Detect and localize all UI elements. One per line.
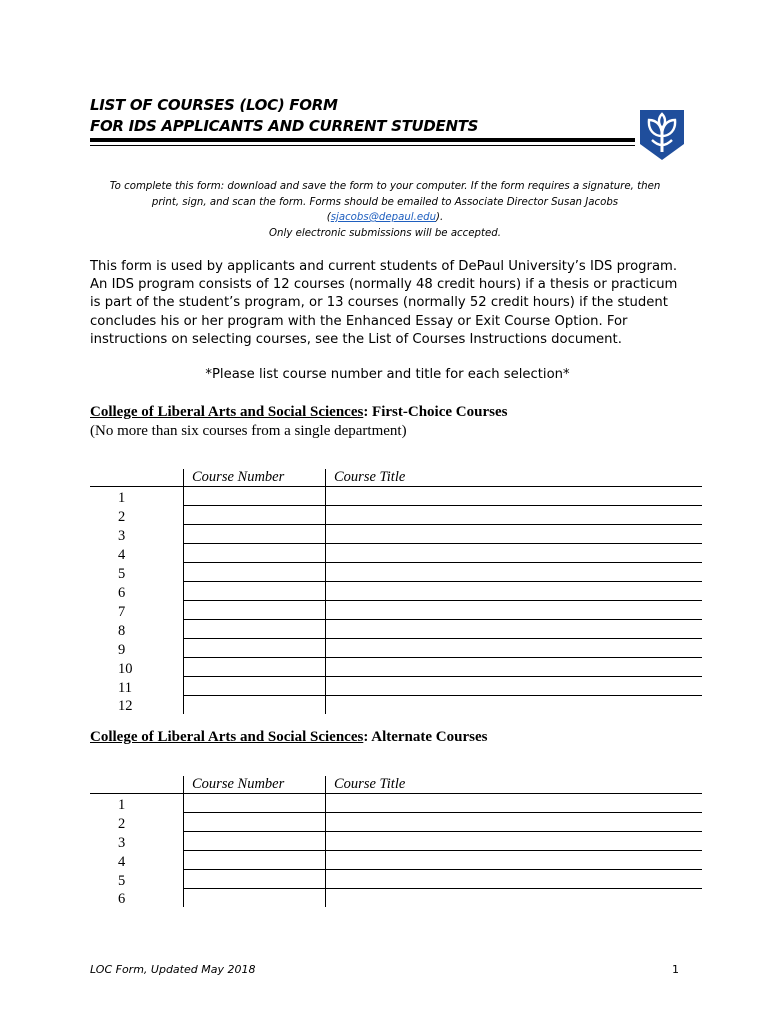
table-row — [90, 582, 702, 601]
table-row — [90, 620, 702, 639]
row-number: 4 — [118, 546, 126, 563]
table-row — [90, 658, 702, 677]
course-title-cell[interactable] — [326, 813, 703, 832]
course-number-cell[interactable] — [184, 525, 326, 544]
instructions-line-4: Only electronic submissions will be accepted. — [269, 227, 501, 239]
alternate-table — [90, 776, 702, 907]
course-number-cell[interactable] — [184, 487, 326, 506]
table-row — [90, 601, 702, 620]
row-number: 2 — [118, 508, 126, 525]
row-number: 4 — [118, 853, 126, 870]
course-title-cell[interactable] — [326, 889, 703, 908]
course-number-cell[interactable] — [184, 851, 326, 870]
instructions-line-1: To complete this form: download and save the form to your computer. If the form requires a signature, then — [109, 181, 661, 192]
row-number: 7 — [118, 603, 126, 620]
instructions-email-line — [95, 210, 675, 226]
submission-instructions — [95, 179, 675, 241]
table-row — [90, 696, 702, 715]
course-title-cell[interactable] — [326, 658, 703, 677]
course-number-cell[interactable] — [184, 506, 326, 525]
course-number-cell[interactable] — [184, 601, 326, 620]
table-row — [90, 889, 702, 908]
table-row — [90, 813, 702, 832]
course-title-cell[interactable] — [326, 851, 703, 870]
first-choice-college: College of Liberal Arts and Social Sciences — [90, 404, 364, 420]
table-row — [90, 639, 702, 658]
course-title-cell[interactable] — [326, 544, 703, 563]
row-number: 12 — [118, 698, 133, 714]
course-number-cell[interactable] — [184, 582, 326, 601]
course-number-cell[interactable] — [184, 889, 326, 908]
course-number-cell[interactable] — [184, 832, 326, 851]
course-number-header: Course Number — [184, 776, 326, 794]
course-number-cell[interactable] — [184, 813, 326, 832]
alternate-heading-rest: : Alternate Courses — [363, 729, 488, 745]
course-number-cell[interactable] — [184, 870, 326, 889]
table-row — [90, 563, 702, 582]
depaul-leaf-shield-icon — [638, 108, 686, 162]
row-number: 5 — [118, 565, 126, 582]
table-row — [90, 544, 702, 563]
course-title-cell[interactable] — [326, 870, 703, 889]
instructions-line-2: print, sign, and scan the form. Forms should be emailed to Associate Director Susan Jacobs — [151, 196, 619, 208]
table-row — [90, 677, 702, 696]
course-number-cell[interactable] — [184, 639, 326, 658]
course-title-cell[interactable] — [326, 487, 703, 506]
table-row — [90, 851, 702, 870]
row-number: 2 — [118, 815, 126, 832]
course-title-cell[interactable] — [326, 506, 703, 525]
row-number: 8 — [118, 622, 126, 639]
email-open-paren: ( — [326, 212, 331, 223]
page-number: 1 — [672, 963, 679, 976]
alternate-heading — [90, 728, 487, 747]
row-number-header — [90, 469, 184, 487]
table-row — [90, 794, 702, 813]
first-choice-table — [90, 469, 702, 714]
table-row — [90, 870, 702, 889]
course-title-cell[interactable] — [326, 525, 703, 544]
email-close-paren: ). — [436, 212, 444, 223]
email-link[interactable]: sjacobs@depaul.edu — [330, 212, 437, 223]
intro-paragraph: This form is used by applicants and current students of DePaul University’s IDS program. An IDS program consists of 12 courses (normally 48 credit hours) if a thesis or practicum is part of the student’s program, or 13 courses (normally 52 credit hours) if the student concludes his or her program with the Enhanced Essay or Exit Course Option. For instructions on selecting courses, see the List of Courses Instructions document. — [90, 259, 678, 347]
header-divider-thin — [90, 145, 635, 146]
table-header-row — [90, 469, 702, 487]
course-number-cell[interactable] — [184, 677, 326, 696]
course-number-cell[interactable] — [184, 794, 326, 813]
page-title — [90, 95, 478, 137]
table-row — [90, 525, 702, 544]
course-title-cell[interactable] — [326, 696, 703, 715]
course-number-cell[interactable] — [184, 620, 326, 639]
row-number: 6 — [118, 891, 126, 907]
course-title-cell[interactable] — [326, 832, 703, 851]
row-number-header — [90, 776, 184, 794]
course-title-cell[interactable] — [326, 794, 703, 813]
course-title-cell[interactable] — [326, 639, 703, 658]
first-choice-heading — [90, 403, 507, 422]
course-title-header: Course Title — [326, 469, 703, 487]
header-divider-thick — [90, 138, 635, 142]
title-line-1: LIST OF COURSES (LOC) FORM — [90, 96, 338, 114]
course-title-cell[interactable] — [326, 601, 703, 620]
course-number-cell[interactable] — [184, 563, 326, 582]
row-number: 9 — [118, 641, 126, 658]
listing-note: *Please list course number and title for each selection* — [205, 367, 570, 382]
course-number-cell[interactable] — [184, 696, 326, 715]
row-number: 3 — [118, 527, 126, 544]
row-number: 1 — [118, 489, 126, 506]
course-title-cell[interactable] — [326, 620, 703, 639]
alternate-college: College of Liberal Arts and Social Sciences — [90, 729, 364, 745]
first-choice-heading-rest: : First-Choice Courses — [363, 404, 508, 420]
course-number-cell[interactable] — [184, 544, 326, 563]
course-number-header: Course Number — [184, 469, 326, 487]
table-row — [90, 832, 702, 851]
table-header-row — [90, 776, 702, 794]
course-title-cell[interactable] — [326, 582, 703, 601]
row-number: 6 — [118, 584, 126, 601]
row-number: 1 — [118, 796, 126, 813]
footer-form-version: LOC Form, Updated May 2018 — [90, 963, 256, 976]
table-row — [90, 506, 702, 525]
course-title-cell[interactable] — [326, 677, 703, 696]
row-number: 10 — [118, 660, 133, 677]
course-title-header: Course Title — [326, 776, 703, 794]
table-row — [90, 487, 702, 506]
title-line-2: FOR IDS APPLICANTS AND CURRENT STUDENTS — [90, 117, 479, 135]
row-number: 3 — [118, 834, 126, 851]
first-choice-subheading: (No more than six courses from a single department) — [90, 423, 407, 439]
row-number: 11 — [118, 679, 132, 696]
row-number: 5 — [118, 872, 126, 889]
course-title-cell[interactable] — [326, 563, 703, 582]
course-number-cell[interactable] — [184, 658, 326, 677]
